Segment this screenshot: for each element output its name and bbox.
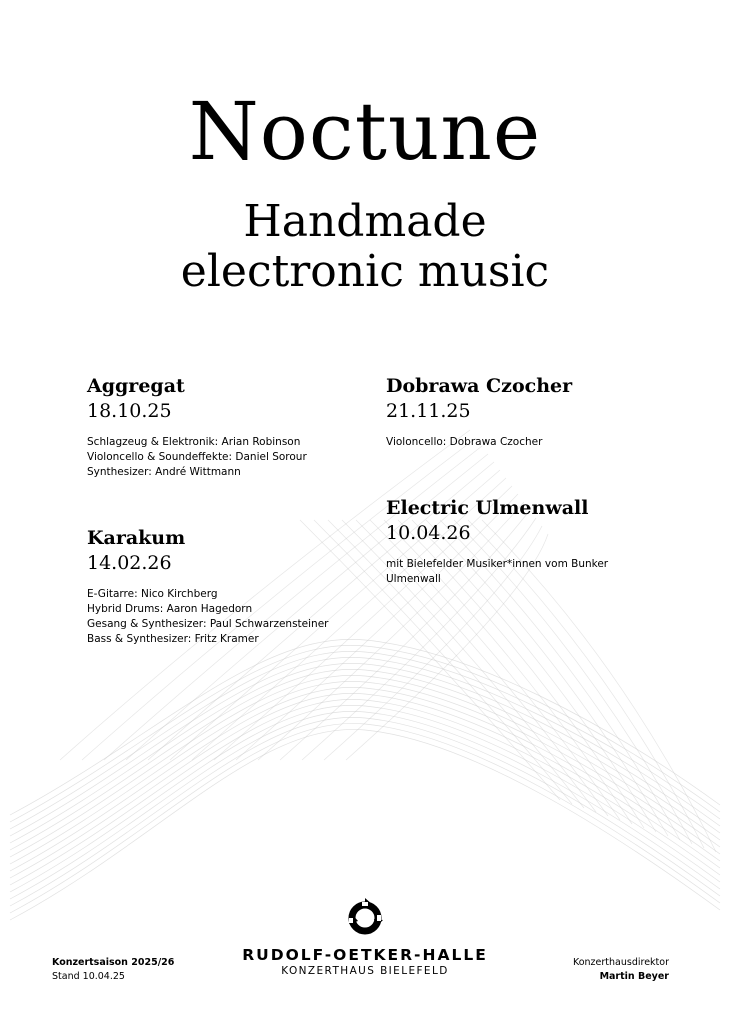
subtitle-line-1: Handmade <box>243 196 487 247</box>
event-date: 10.04.26 <box>386 522 471 544</box>
wave-line <box>10 657 720 836</box>
event-date: 21.11.25 <box>386 400 471 422</box>
credit-line: Violoncello: Dobrawa Czocher <box>386 436 543 448</box>
event-name: Karakum <box>87 527 186 549</box>
venue-name: RUDOLF-OETKER-HALLE <box>242 946 488 964</box>
wave-line <box>10 639 720 815</box>
director-name: Martin Beyer <box>599 971 669 982</box>
event-name: Dobrawa Czocher <box>386 375 573 397</box>
wave-line <box>10 723 720 913</box>
credit-line: Synthesizer: André Wittmann <box>87 466 241 478</box>
event-karakum <box>87 527 387 647</box>
event-credits <box>386 557 646 587</box>
subtitle-line-2: electronic music <box>180 246 550 297</box>
page-subtitle <box>0 197 730 297</box>
event-credits <box>386 435 686 450</box>
credit-line: Gesang & Synthesizer: Paul Schwarzensteiner <box>87 618 329 630</box>
event-dobrawa-czocher <box>386 375 686 450</box>
event-name: Aggregat <box>87 375 185 397</box>
event-date: 18.10.25 <box>87 400 172 422</box>
credit-line: E-Gitarre: Nico Kirchberg <box>87 588 218 600</box>
credit-line: Bass & Synthesizer: Fritz Kramer <box>87 633 259 645</box>
wave-line <box>10 669 720 850</box>
page-title: Noctune <box>188 85 542 178</box>
event-date: 14.02.26 <box>87 552 172 574</box>
director-role: Konzerthausdirektor <box>572 957 669 968</box>
credit-line: Hybrid Drums: Aaron Hagedorn <box>87 603 253 615</box>
wave-line <box>10 651 720 829</box>
venue-logo-icon <box>343 896 387 940</box>
wave-line <box>10 681 720 864</box>
wave-line <box>10 687 720 871</box>
event-name: Electric Ulmenwall <box>386 497 589 519</box>
event-electric-ulmenwall <box>386 497 646 587</box>
wave-line <box>10 663 720 843</box>
wave-line <box>10 717 720 906</box>
footer-director-info <box>573 956 669 984</box>
credit-line: mit Bielefelder Musiker*innen vom Bunker Ulmenwall <box>386 558 609 585</box>
season-label: Konzertsaison 2025/26 <box>52 957 175 968</box>
credit-line: Schlagzeug & Elektronik: Arian Robinson <box>87 436 301 448</box>
venue-subtitle: KONZERTHAUS BIELEFELD <box>281 965 449 977</box>
wave-line <box>10 645 720 822</box>
event-credits <box>87 435 387 480</box>
credit-line: Violoncello & Soundeffekte: Daniel Sorour <box>87 451 307 463</box>
status-label: Stand 10.04.25 <box>52 971 125 982</box>
event-aggregat <box>87 375 387 480</box>
event-credits <box>87 587 387 647</box>
wave-line <box>10 693 720 878</box>
